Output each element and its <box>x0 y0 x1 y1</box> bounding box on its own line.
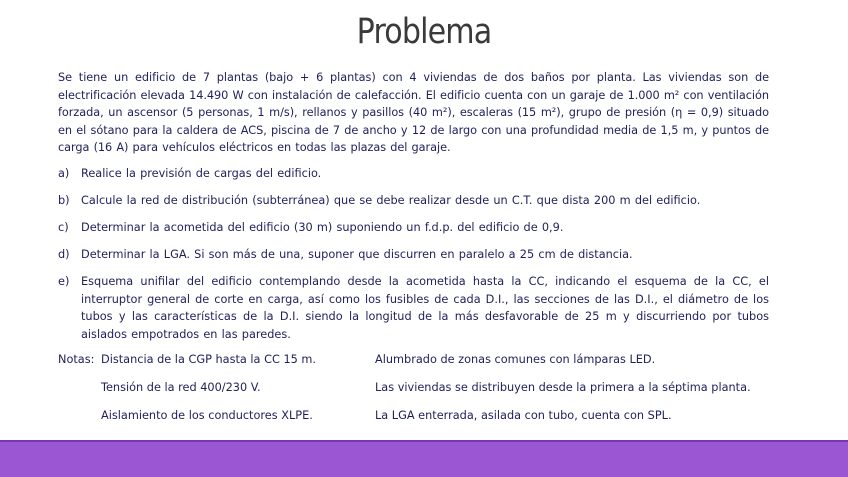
note-right: Las viviendas se distribuyen desde la primera a la séptima planta. <box>375 381 751 394</box>
task-label: c) <box>58 221 69 234</box>
slide-title: Problema <box>356 12 492 52</box>
note-left: Distancia de la CGP hasta la CC 15 m. <box>101 353 316 366</box>
task-label: d) <box>58 248 70 261</box>
task-label: b) <box>58 194 70 207</box>
note-left: Aislamiento de los conductores XLPE. <box>101 409 313 422</box>
task-text: Esquema unifilar del edificio contemplando desde la acometida hasta la CC, indicando el esquema de la CC, el interruptor general de corte en carga, así como los fusibles de cada D.I., las secciones de las D.I., el diámetro de los tubos y las características de la D.I. siendo la longitud de la más desfavorable de 25 m y discurriendo por tubos aislados empotrados en las paredes. <box>81 275 769 341</box>
task-text: Realice la previsión de cargas del edificio. <box>81 167 322 180</box>
task-text: Determinar la acometida del edificio (30 m) suponiendo un f.d.p. del edificio de 0,9. <box>81 221 564 234</box>
task-item-c <box>58 219 769 237</box>
task-text: Calcule la red de distribución (subterránea) que se debe realizar desde un C.T. que dista 200 m del edificio. <box>81 194 701 207</box>
notes-prefix: Notas: <box>58 353 95 366</box>
note-right: La LGA enterrada, asilada con tubo, cuenta con SPL. <box>375 409 672 422</box>
task-label: a) <box>58 167 70 180</box>
note-left: Tensión de la red 400/230 V. <box>101 381 261 394</box>
task-item-b <box>58 192 769 210</box>
task-item-e <box>58 273 769 343</box>
task-item-d <box>58 246 769 264</box>
note-right: Alumbrado de zonas comunes con lámparas LED. <box>375 353 656 366</box>
task-text: Determinar la LGA. Si son más de una, suponer que discurren en paralelo a 25 cm de distancia. <box>81 248 633 261</box>
task-item-a <box>58 165 769 183</box>
problem-statement: Se tiene un edificio de 7 plantas (bajo + 6 plantas) con 4 viviendas de dos baños por planta. Las viviendas son de electrificación elevada 14.490 W con instalación de calefacción. El edificio cuenta con un garaje de 1.000 m² con ventilación forzada, un ascensor (5 personas, 1 m/s), rellanos y pasillos (40 m²), escaleras (15 m²), grupo de presión (η = 0,9) situado en el sótano para la caldera de ACS, piscina de 7 de ancho y 12 de largo con una profundidad media de 1,5 m, y puntos de carga (16 A) para vehículos eléctricos en todas las plazas del garaje. <box>58 71 769 154</box>
task-label: e) <box>58 275 70 288</box>
footer-bar <box>0 442 848 477</box>
